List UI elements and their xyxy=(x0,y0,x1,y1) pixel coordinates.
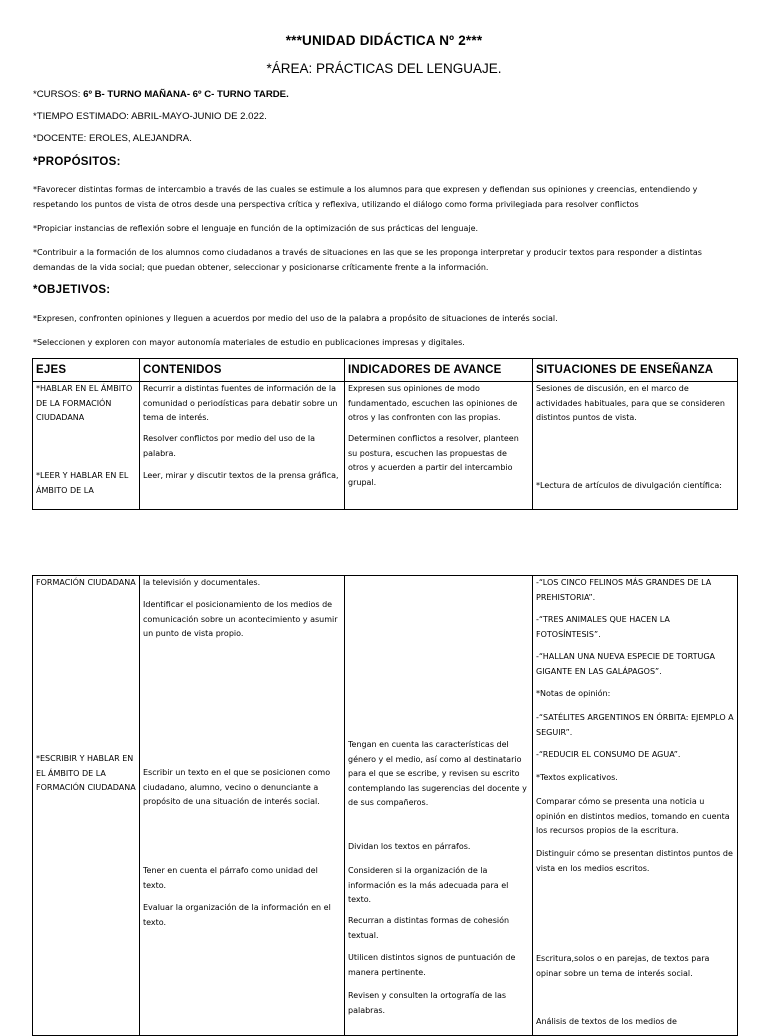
tiempo-line: *TIEMPO ESTIMADO: ABRIL-MAYO-JUNIO DE 2.022. xyxy=(33,111,267,122)
indicadores-item: Tengan en cuenta las características del género y el medio, así como al destinatario para el que se escribe, y revisen su escrito contemplando las sugerencias del docente y de sus compañeros. xyxy=(348,740,527,807)
docente-line: *DOCENTE: EROLES, ALEJANDRA. xyxy=(33,133,192,144)
header-contenidos: CONTENIDOS xyxy=(140,359,345,382)
objetivo-2: *Seleccionen y exploren con mayor autonomía materiales de estudio en publicaciones impresas y digitales. xyxy=(33,338,465,347)
propositos-heading: *PROPÓSITOS: xyxy=(33,156,121,168)
situaciones-item: Análisis de textos de los medios de xyxy=(536,1017,677,1026)
area-value: PRÁCTICAS DEL LENGUAJE. xyxy=(315,61,502,76)
ejes-item: *LEER Y HABLAR EN EL ÁMBITO DE LA xyxy=(36,471,129,495)
ejes-cell xyxy=(33,576,140,1036)
situaciones-cell xyxy=(533,382,738,510)
objetivos-heading: *OBJETIVOS: xyxy=(33,284,111,296)
indicadores-item: Recurran a distintas formas de cohesión textual. xyxy=(348,916,510,940)
situaciones-item: -“TRES ANIMALES QUE HACEN LA FOTOSÍNTESIS”. xyxy=(536,615,670,639)
contenidos-item: la televisión y documentales. xyxy=(143,578,261,587)
planning-table-part1 xyxy=(32,358,738,510)
cursos-value: 6º B- TURNO MAÑANA- 6º C- TURNO TARDE. xyxy=(83,89,289,100)
indicadores-item: Determinen conflictos a resolver, planteen su postura, escuchen las propuestas de otros y acuerden a partir del intercambio grupal. xyxy=(348,434,519,487)
proposito-1: *Favorecer distintas formas de intercambio a través de las cuales se estimule a los alumnos para que expresen y defiendan sus opiniones y creencias, entendiendo y respetando los puntos de vista de otros desde una perspectiva crítica y reflexiva, utilizando el diálogo como forma privilegiada para resolver conflictos xyxy=(33,185,698,209)
situaciones-item: -“LOS CINCO FELINOS MÁS GRANDES DE LA PREHISTORIA”. xyxy=(536,578,712,602)
table-header-row xyxy=(33,359,738,382)
contenidos-item: Resolver conflictos por medio del uso de la palabra. xyxy=(143,434,316,458)
indicadores-item: Consideren si la organización de la información es la más adecuada para el texto. xyxy=(348,866,509,904)
objetivo-1: *Expresen, confronten opiniones y lleguen a acuerdos por medio del uso de la palabra a propósito de situaciones de interés social. xyxy=(33,314,558,323)
ejes-item: *ESCRIBIR Y HABLAR EN EL ÁMBITO DE LA FORMACIÓN CIUDADANA xyxy=(36,754,136,792)
ejes-item: FORMACIÓN CIUDADANA xyxy=(36,578,136,587)
document-title: ***UNIDAD DIDÁCTICA Nº 2*** xyxy=(285,33,483,48)
situaciones-item: *Lectura de artículos de divulgación científica: xyxy=(536,481,722,490)
situaciones-item: Distinguir cómo se presentan distintos puntos de vista en los medios escritos. xyxy=(536,849,733,873)
header-situaciones: SITUACIONES DE ENSEÑANZA xyxy=(533,359,738,382)
situaciones-item: Sesiones de discusión, en el marco de actividades habituales, para que se consideren distintos puntos de vista. xyxy=(536,384,725,422)
contenidos-item: Identificar el posicionamiento de los medios de comunicación sobre un acontecimiento y asumir un punto de vista propio. xyxy=(143,600,338,638)
situaciones-item: Comparar cómo se presenta una noticia u opinión en distintos medios, tomando en cuenta los recursos propios de la escritura. xyxy=(536,797,730,835)
indicadores-item: Revisen y consulten la ortografía de las palabras. xyxy=(348,991,507,1015)
contenidos-cell xyxy=(140,576,345,1036)
contenidos-item: Escribir un texto en el que se posicionen como ciudadano, alumno, vecino o denunciante a propósito de una situación de interés social. xyxy=(143,768,331,806)
contenidos-item: Tener en cuenta el párrafo como unidad del texto. xyxy=(143,866,318,890)
area-label: *ÁREA: xyxy=(266,61,316,76)
area-line xyxy=(0,61,768,76)
ejes-item: *HABLAR EN EL ÁMBITO DE LA FORMACIÓN CIUDADANA xyxy=(36,384,133,422)
indicadores-cell xyxy=(345,576,533,1036)
indicadores-item: Expresen sus opiniones de modo fundamentado, escuchen las opiniones de otros y las confronten con las propias. xyxy=(348,384,518,422)
situaciones-item: *Notas de opinión: xyxy=(536,689,611,698)
cursos-label: *CURSOS: xyxy=(33,89,84,100)
indicadores-cell xyxy=(345,382,533,510)
indicadores-item: Dividan los textos en párrafos. xyxy=(348,842,471,851)
contenidos-cell xyxy=(140,382,345,510)
header-indicadores: INDICADORES DE AVANCE xyxy=(345,359,533,382)
table-row xyxy=(33,576,738,1036)
situaciones-item: *Textos explicativos. xyxy=(536,773,618,782)
table-row xyxy=(33,382,738,510)
proposito-2: *Propiciar instancias de reflexión sobre el lenguaje en función de la optimización de sus prácticas del lenguaje. xyxy=(33,224,479,233)
indicadores-item: Utilicen distintos signos de puntuación de manera pertinente. xyxy=(348,953,516,977)
header-ejes: EJES xyxy=(33,359,140,382)
contenidos-item: Recurrir a distintas fuentes de información de la comunidad o periodísticas para debatir sobre un tema de interés. xyxy=(143,384,338,422)
situaciones-item: -“REDUCIR EL CONSUMO DE AGUA”. xyxy=(536,750,681,759)
situaciones-cell xyxy=(533,576,738,1036)
situaciones-item: -“HALLAN UNA NUEVA ESPECIE DE TORTUGA GIGANTE EN LAS GALÁPAGOS”. xyxy=(536,652,715,676)
planning-table-part2 xyxy=(32,575,738,1036)
situaciones-item: -“SATÉLITES ARGENTINOS EN ÓRBITA: EJEMPLO A SEGUIR”. xyxy=(536,713,734,737)
situaciones-item: Escritura,solos o en parejas, de textos para opinar sobre un tema de interés social. xyxy=(536,954,710,978)
ejes-cell xyxy=(33,382,140,510)
proposito-3: *Contribuir a la formación de los alumnos como ciudadanos a través de situaciones en las que se les proponga interpretar y producir textos para responder a distintas demandas de la vida social; que puedan obtener, seleccionar y posicionarse críticamente frente a la información. xyxy=(33,248,702,272)
contenidos-item: Leer, mirar y discutir textos de la prensa gráfica, xyxy=(143,471,339,480)
contenidos-item: Evaluar la organización de la información en el texto. xyxy=(143,903,331,927)
cursos-line xyxy=(33,89,289,100)
